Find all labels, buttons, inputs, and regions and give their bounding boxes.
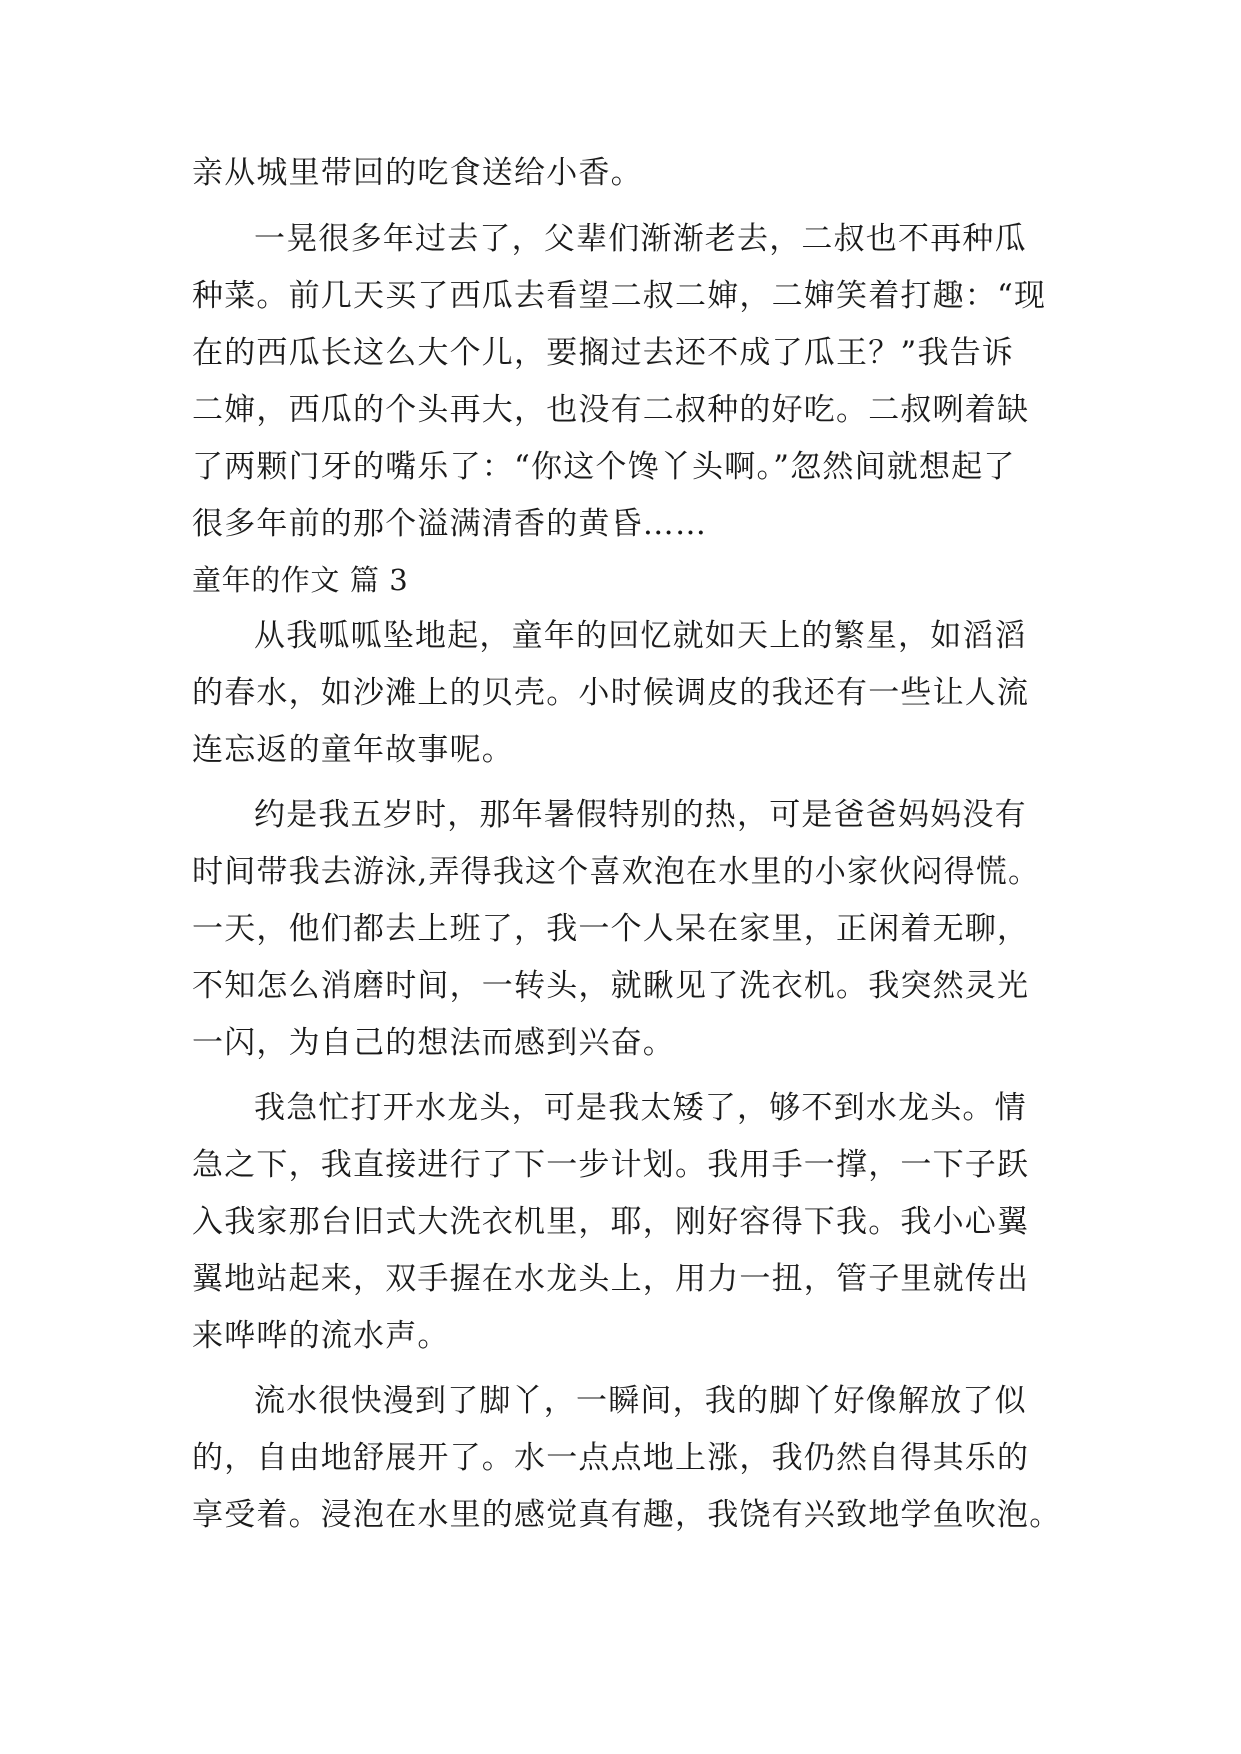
text-line: 翼地站起来，双手握在水龙头上，用力一扭，管子里就传出 — [192, 1261, 1030, 1297]
text-line: 了两颗门牙的嘴乐了：“你这个馋丫头啊。”忽然间就想起了 — [192, 449, 1016, 485]
paragraph-start: 我急忙打开水龙头，可是我太矮了，够不到水龙头。情 — [254, 1090, 1027, 1126]
text-line: 亲从城里带回的吃食送给小香。 — [192, 155, 643, 191]
text-line: 的，自由地舒展开了。水一点点地上涨，我仍然自得其乐的 — [192, 1440, 1030, 1476]
text-line: 入我家那台旧式大洗衣机里，耶，刚好容得下我。我小心翼 — [192, 1204, 1030, 1240]
text-line: 连忘返的童年故事呢。 — [192, 732, 514, 768]
paragraph-start: 约是我五岁时，那年暑假特别的热，可是爸爸妈妈没有 — [254, 797, 1027, 833]
paragraph-start: 流水很快漫到了脚丫，一瞬间，我的脚丫好像解放了似 — [254, 1383, 1027, 1419]
text-line: 一闪，为自己的想法而感到兴奋。 — [192, 1025, 675, 1061]
paragraph-start: 一晃很多年过去了，父辈们渐渐老去，二叔也不再种瓜 — [254, 221, 1027, 257]
text-line: 很多年前的那个溢满清香的黄昏…… — [192, 506, 708, 542]
section-heading: 童年的作文 篇 3 — [192, 563, 409, 597]
text-line: 二婶，西瓜的个头再大，也没有二叔种的好吃。二叔咧着缺 — [192, 392, 1030, 428]
text-line: 急之下，我直接进行了下一步计划。我用手一撑，一下子跃 — [192, 1147, 1030, 1183]
text-line: 的春水，如沙滩上的贝壳。小时候调皮的我还有一些让人流 — [192, 675, 1030, 711]
text-line: 不知怎么消磨时间，一转头，就瞅见了洗衣机。我突然灵光 — [192, 968, 1030, 1004]
text-line: 一天，他们都去上班了，我一个人呆在家里，正闲着无聊， — [192, 911, 1030, 947]
text-line: 享受着。浸泡在水里的感觉真有趣，我饶有兴致地学鱼吹泡。 — [192, 1497, 1062, 1533]
text-line: 种菜。前几天买了西瓜去看望二叔二婶，二婶笑着打趣：“现 — [192, 278, 1047, 314]
text-line: 时间带我去游泳,弄得我这个喜欢泡在水里的小家伙闷得慌。 — [192, 854, 1041, 890]
text-line: 在的西瓜长这么大个儿，要搁过去还不成了瓜王？”我告诉 — [192, 335, 1015, 371]
paragraph-start: 从我呱呱坠地起，童年的回忆就如天上的繁星，如滔滔 — [254, 618, 1027, 654]
text-line: 来哗哗的流水声。 — [192, 1318, 450, 1354]
